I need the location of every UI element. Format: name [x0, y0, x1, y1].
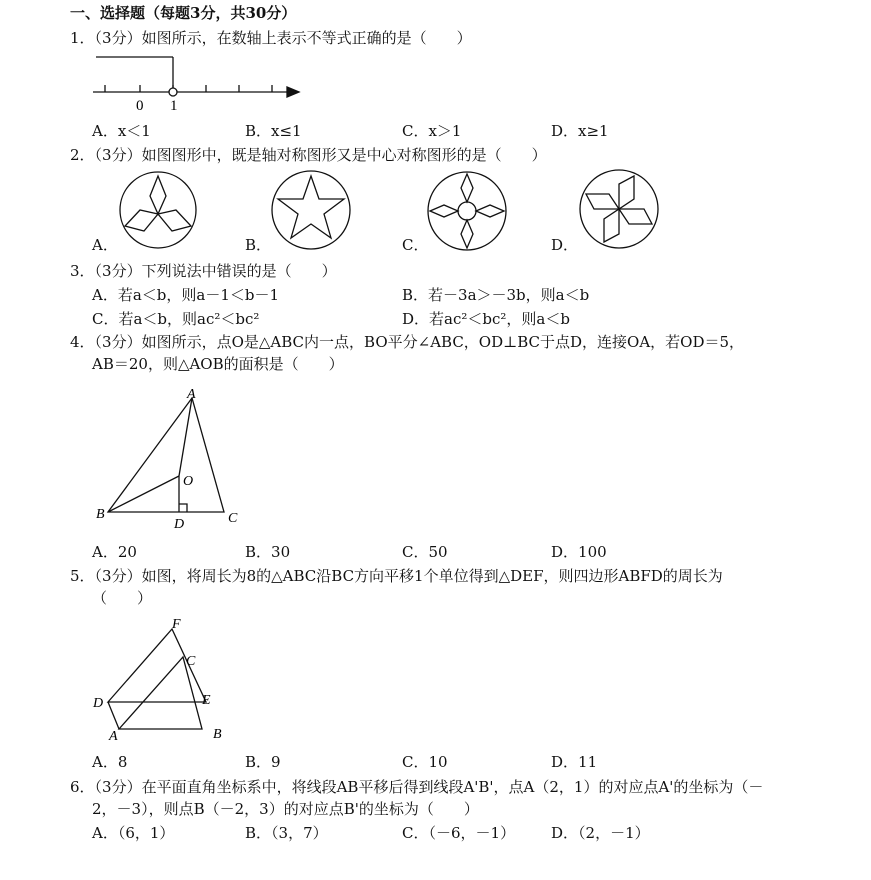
question-5-stem-line1: 5．（3分）如图，将周长为8的△ABC沿BC方向平移1个单位得到△DEF，则四边形ABFD的周长为 — [70, 567, 723, 585]
label-b: B — [96, 507, 105, 522]
question-2-stem: 2．（3分）如图图形中，既是轴对称图形又是中心对称图形的是（ ） — [70, 146, 547, 164]
q1-option-d[interactable]: D．x≥1 — [551, 122, 609, 140]
segment-bo — [108, 476, 179, 512]
section-title: 一、选择题（每题3分，共30分） — [70, 4, 297, 22]
q3-option-c[interactable]: C．若a＜b，则ac²＜bc² — [92, 310, 260, 328]
question-1-stem: 1．（3分）如图所示，在数轴上表示不等式正确的是（ ） — [70, 29, 472, 47]
label-d: D — [93, 696, 104, 711]
label-a: A — [187, 387, 196, 402]
q5-option-d[interactable]: D．11 — [551, 753, 598, 771]
triangle-abc — [108, 398, 224, 512]
q2-figure-d-pinwheel — [576, 166, 662, 252]
label-c: C — [186, 654, 196, 669]
q2-option-a[interactable]: A． — [92, 236, 118, 254]
q4-option-c[interactable]: C．50 — [402, 543, 448, 561]
question-3-stem: 3．（3分）下列说法中错误的是（ ） — [70, 262, 337, 280]
q5-option-c[interactable]: C．10 — [402, 753, 448, 771]
q2-figure-c-four-diamonds — [424, 168, 510, 254]
label-e: E — [202, 693, 211, 708]
q2-option-b[interactable]: B． — [245, 236, 272, 254]
q4-option-b[interactable]: B．30 — [245, 543, 291, 561]
q1-option-a[interactable]: A．x＜1 — [92, 122, 151, 140]
q6-option-d[interactable]: D．（2，－1） — [551, 824, 650, 842]
tick-label-1: 1 — [170, 98, 178, 114]
q6-option-c[interactable]: C．（－6，－1） — [402, 824, 516, 842]
question-6-stem-line1: 6．（3分）在平面直角坐标系中，将线段AB平移后得到线段A'B'，点A（2，1）的对应点A'的坐标为（－ — [70, 778, 764, 796]
right-angle-mark — [179, 504, 187, 512]
q4-option-d[interactable]: D．100 — [551, 543, 607, 561]
tick-label-0: 0 — [136, 98, 144, 114]
q1-option-c[interactable]: C．x＞1 — [402, 122, 462, 140]
segment-oa — [179, 398, 192, 476]
label-a: A — [109, 729, 118, 744]
q5-option-b[interactable]: B．9 — [245, 753, 281, 771]
label-o: O — [183, 474, 194, 489]
q2-option-d[interactable]: D． — [551, 236, 579, 254]
q6-option-a[interactable]: A．（6，1） — [92, 824, 175, 842]
label-d: D — [174, 517, 185, 532]
question-4-stem-line2: AB＝20，则△AOB的面积是（ ） — [92, 355, 344, 373]
label-b: B — [213, 727, 222, 742]
q3-option-b[interactable]: B．若－3a＞－3b，则a＜b — [402, 286, 590, 304]
q3-option-d[interactable]: D．若ac²＜bc²，则a＜b — [402, 310, 570, 328]
question-5-stem-line2: （ ） — [92, 589, 153, 607]
q1-number-line — [88, 52, 308, 114]
q2-figure-b-star — [268, 168, 354, 252]
question-6-stem-line2: 2，－3），则点B（－2，3）的对应点B'的坐标为（ ） — [92, 800, 479, 818]
open-circle — [169, 88, 177, 96]
q6-option-b[interactable]: B．（3，7） — [245, 824, 328, 842]
label-c: C — [228, 511, 238, 526]
q2-option-c[interactable]: C． — [402, 236, 429, 254]
label-f: F — [172, 617, 181, 632]
q1-option-b[interactable]: B．x≤1 — [245, 122, 302, 140]
segment-ad — [108, 702, 119, 729]
q2-figure-a-trefoil — [116, 168, 200, 252]
q5-option-a[interactable]: A．8 — [92, 753, 128, 771]
q5-translation-figure — [88, 614, 238, 744]
question-4-stem-line1: 4．（3分）如图所示，点O是△ABC内一点，BO平分∠ABC，OD⊥BC于点D，连接OA，若OD＝5， — [70, 333, 745, 351]
q4-option-a[interactable]: A．20 — [92, 543, 137, 561]
number-line-arrow — [287, 87, 299, 97]
q4-triangle-figure — [90, 386, 250, 532]
q3-option-a[interactable]: A．若a＜b，则a－1＜b－1 — [92, 286, 280, 304]
